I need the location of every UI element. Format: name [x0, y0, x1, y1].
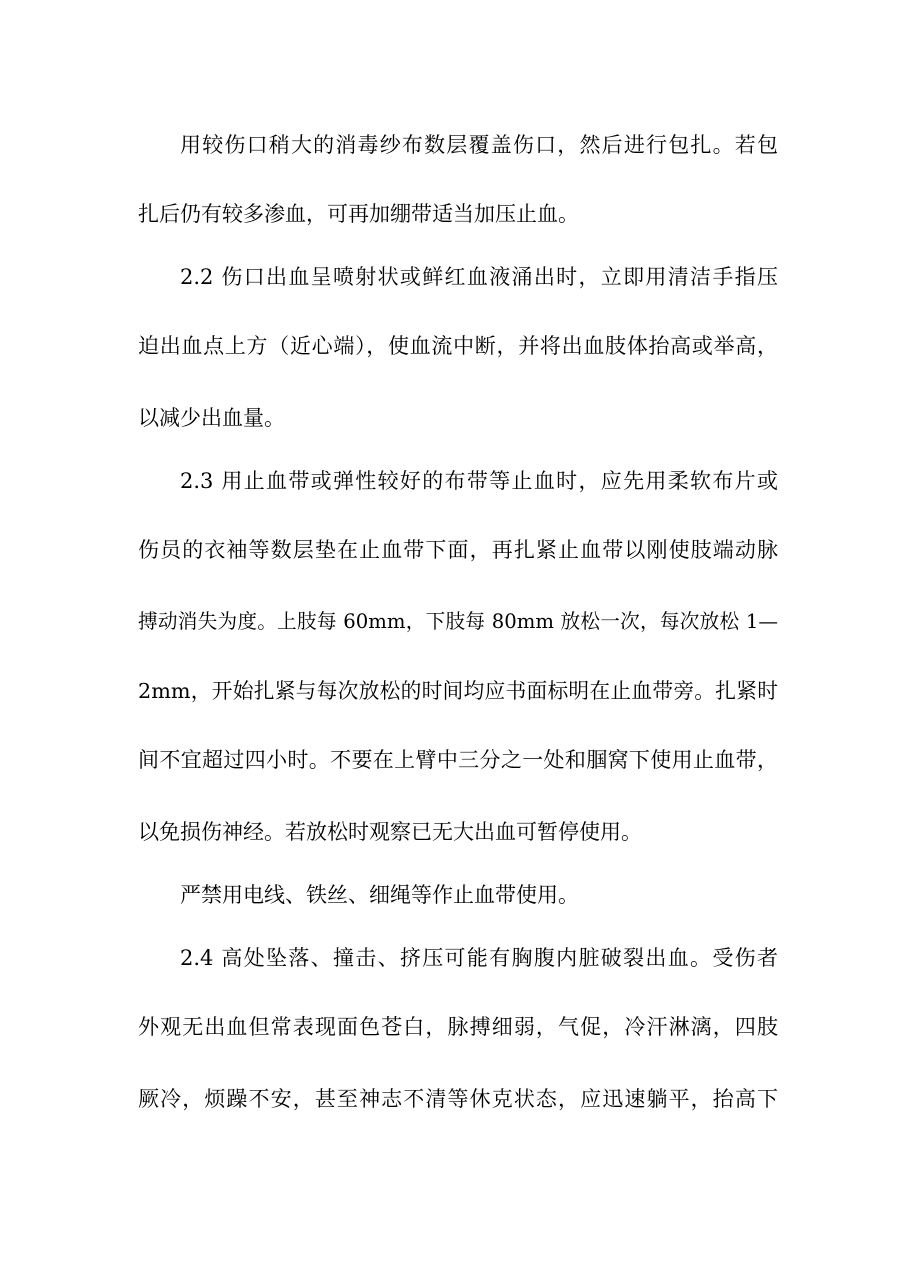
text-line: 2.3 用止血带或弹性较好的布带等止血时，应先用柔软布片或	[180, 469, 778, 493]
text-line: 搏动消失为度。上肢每 60mm，下肢每 80mm 放松一次，每次放松 1—	[138, 610, 778, 633]
text-line: 伤员的衣袖等数层垫在止血带下面，再扎紧止血带以刚使肢端动脉	[138, 538, 778, 562]
text-line: 间不宜超过四小时。不要在上臂中三分之一处和腘窝下使用止血带，	[138, 748, 778, 772]
text-line: 2.4 高处坠落、撞击、挤压可能有胸腹内脏破裂出血。受伤者	[180, 946, 778, 970]
text-line: 迫出血点上方（近心端），使血流中断，并将出血肢体抬高或举高，	[138, 334, 778, 358]
text-line: 以减少出血量。	[138, 406, 285, 430]
text-line: 扎后仍有较多渗血，可再加绷带适当加压止血。	[138, 202, 579, 226]
text-line: 外观无出血但常表现面色苍白，脉搏细弱，气促，冷汗淋漓，四肢	[138, 1015, 778, 1039]
text-line: 用较伤口稍大的消毒纱布数层覆盖伤口，然后进行包扎。若包	[180, 133, 778, 157]
text-line: 以免损伤神经。若放松时观察已无大出血可暂停使用。	[138, 820, 642, 844]
text-line: 2.2 伤口出血呈喷射状或鲜红血液涌出时，立即用清洁手指压	[180, 265, 778, 289]
text-line: 厥冷，烦躁不安，甚至神志不清等休克状态，应迅速躺平，抬高下	[138, 1087, 778, 1111]
text-line: 严禁用电线、铁丝、细绳等作止血带使用。	[180, 883, 579, 907]
text-line: 2mm，开始扎紧与每次放松的时间均应书面标明在止血带旁。扎紧时	[138, 679, 778, 703]
